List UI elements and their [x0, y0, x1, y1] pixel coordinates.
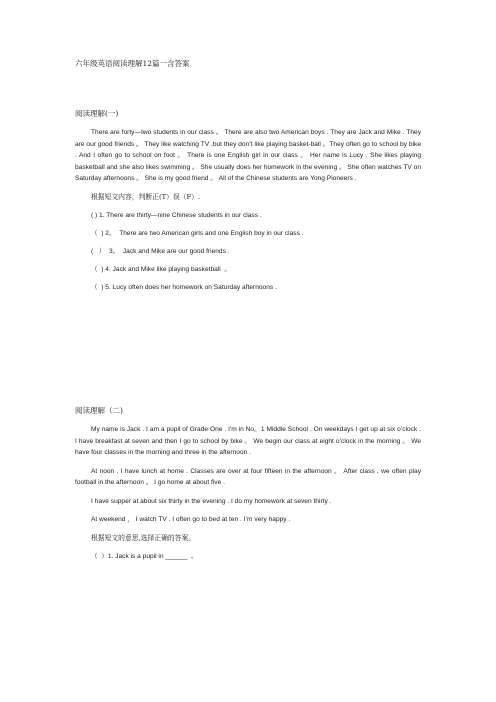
section-heading: 阅读理解(一): [75, 109, 119, 118]
passage-paragraph: At noon , I have lunch at home . Classes are over at four fifteen in the afternoon 。 After class , we often play football in the afternoon 。 I go home at about five .: [75, 467, 421, 486]
question-item: （ ) 5. Lucy often does her homework on Saturday afternoons .: [91, 283, 277, 291]
question-instruction: 根据短文的意思,选择正确的答案。: [91, 533, 196, 542]
reading-section-1: [75, 108, 421, 293]
question-item: （ ) 2。 There are two American girls and one English boy in our class .: [91, 229, 304, 237]
document-title: 六年级英语阅读理解12篇一含答案: [75, 59, 190, 68]
passage-paragraph: I have supper at about six thirty in the evening . I do my homework at seven thirty .: [91, 497, 332, 505]
passage-paragraph: At weekend ， I watch TV . I often go to bed at ten . I’m very happy .: [91, 516, 291, 523]
reading-section-2: [75, 405, 421, 562]
question-item: ( ） 3。 Jack and Mike are our good friends .: [91, 247, 230, 255]
question-item: （ ）1. Jack is a pupil in ______ 。: [91, 552, 198, 560]
passage-paragraph: My name is Jack . I am a pupil of Grade One . I'm in No。1 Middle School . On weekdays I get up at six o’clock . I have breakfast at seven and then I go to school by bike 。 We begin our class at eight o’clock in the morning 。 We have four classes in the morning and three in the afternoon .: [75, 426, 421, 456]
passage-paragraph: There are forty—two students in our class 。 There are also two American boys . They are Jack and Mike . They are our good friends 。 They like watching TV ,but they don’t like playing basket-ball 。They often go to school by bike . And I often go to school on foot 。 There is one English girl in our class 。 Her name is Lucy . She likes playing basketball and she also likes swimming 。 She usually does her homework in the evening 。 She often watches TV on Saturday afternoons 。 She is my good friend 。 All of the Chinese students are Yong Pioneers .: [75, 129, 421, 182]
question-item: （ ) 4. Jack and Mike like playing basketball 。: [91, 265, 231, 273]
question-item: ( ) 1. There are thirty—nine Chinese students in our class .: [91, 211, 262, 219]
question-instruction: 根据短文内容，判断正(T）误（F）.: [91, 192, 201, 201]
section-heading: 阅读理解（二): [75, 406, 123, 415]
